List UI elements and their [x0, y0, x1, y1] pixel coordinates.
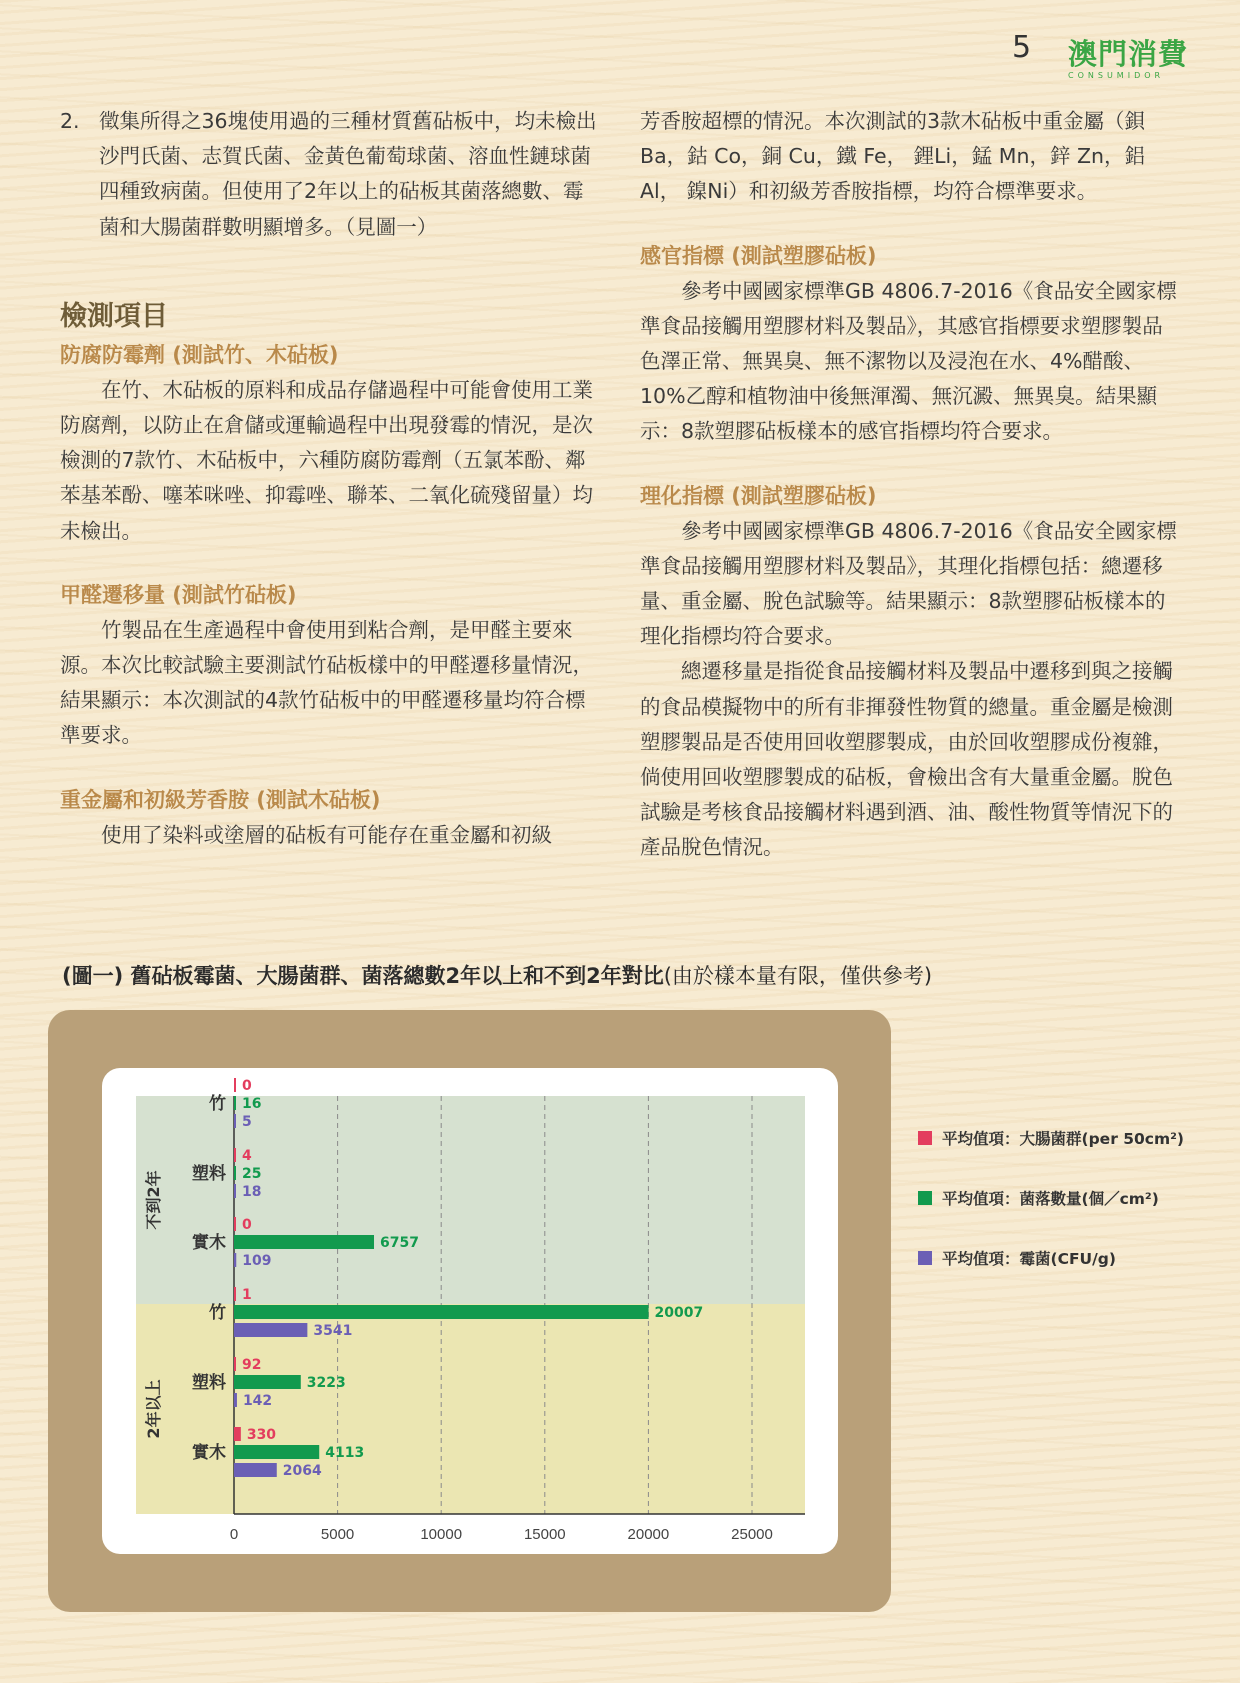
left-column	[60, 104, 600, 853]
legend-swatch-mold	[918, 1251, 932, 1265]
heavy-metal-text: 使用了染料或塗層的砧板有可能存在重金屬和初級	[101, 822, 552, 847]
chart-card	[102, 1068, 838, 1554]
x-tick-label: 20000	[627, 1526, 670, 1543]
data-label: 3223	[306, 1375, 346, 1391]
category-label: 竹	[209, 1303, 226, 1323]
legend-swatch-coliform	[918, 1131, 932, 1145]
data-label: 330	[246, 1427, 277, 1443]
figure-caption-note: (由於樣本量有限，僅供參考)	[663, 964, 933, 988]
figure-caption-bold: (圖一) 舊砧板霉菌、大腸菌群、菌落總數2年以上和不到2年對比	[62, 964, 664, 988]
legend-label-colony: 平均值項：菌落數量(個／cm²)	[942, 1190, 1159, 1208]
preservative-title: 防腐防霉劑 (測試竹、木砧板)	[60, 342, 339, 367]
legend-label-mold: 平均值項：霉菌(CFU/g)	[942, 1250, 1116, 1268]
bar	[234, 1357, 236, 1371]
bar	[234, 1463, 277, 1477]
data-label: 20007	[654, 1305, 704, 1321]
data-label: 18	[242, 1184, 262, 1200]
bar	[234, 1166, 236, 1180]
x-tick-label: 25000	[731, 1526, 773, 1543]
heavy-metal-title: 重金屬和初級芳香胺 (測試木砧板)	[60, 787, 381, 812]
legend-item-colony	[918, 1168, 1218, 1228]
category-label: 實木	[192, 1233, 226, 1253]
data-label: 0	[242, 1078, 252, 1094]
category-label: 實木	[192, 1443, 226, 1463]
x-tick-label: 15000	[523, 1526, 566, 1543]
x-tick-label: 5000	[320, 1526, 355, 1543]
legend-item-coliform	[918, 1108, 1218, 1168]
physchem-text-1: 參考中國國家標準GB 4806.7-2016《食品安全國家標準食品接觸用塑膠材料及製品》，其理化指標包括：總遷移量、重金屬、脫色試驗等。結果顯示：8款塑膠砧板樣本的理化指標均符合要求。	[640, 518, 1177, 649]
data-label: 109	[242, 1253, 272, 1269]
bar	[234, 1148, 236, 1162]
list-number: 2.	[60, 109, 80, 133]
group-label: 不到2年	[144, 1170, 163, 1230]
data-label: 92	[242, 1357, 262, 1373]
bar	[234, 1375, 301, 1389]
category-label: 塑料	[192, 1164, 226, 1184]
logo-subtext: CONSUMIDOR	[1068, 71, 1165, 80]
data-label: 5	[242, 1114, 252, 1130]
data-label: 25	[242, 1166, 262, 1182]
data-label: 2064	[282, 1463, 322, 1479]
list-item-text: 徵集所得之36塊使用過的三種材質舊砧板中，均未檢出沙門氏菌、志賀氏菌、金黃色葡萄球菌、溶血性鏈球菌四種致病菌。但使用了2年以上的砧板其菌落總數、霉菌和大腸菌群數明顯增多。（見圖一）	[99, 109, 597, 239]
section-title: 檢測項目	[60, 300, 168, 332]
x-tick-label: 10000	[420, 1526, 463, 1543]
group-label: 2年以上	[144, 1379, 163, 1439]
figure-caption	[62, 960, 1182, 992]
category-label: 塑料	[192, 1373, 226, 1393]
data-label: 142	[242, 1393, 273, 1409]
bar	[234, 1114, 236, 1128]
consumidor-logo	[1068, 32, 1188, 80]
bar-chart	[102, 1068, 838, 1554]
bar	[234, 1427, 241, 1441]
legend-item-mold	[918, 1228, 1218, 1288]
bar	[234, 1217, 236, 1231]
data-label: 1	[242, 1287, 252, 1303]
bar	[234, 1323, 307, 1337]
bar	[234, 1184, 236, 1198]
logo-text: 澳門消費	[1068, 37, 1189, 71]
data-label: 4113	[325, 1445, 365, 1461]
data-label: 16	[242, 1096, 262, 1112]
bar	[234, 1096, 236, 1110]
data-label: 6757	[380, 1235, 419, 1251]
formaldehyde-title: 甲醛遷移量 (測試竹砧板)	[60, 582, 297, 607]
group-band-under-2-years	[136, 1096, 805, 1304]
legend-swatch-colony	[918, 1191, 932, 1205]
physchem-title: 理化指標 (測試塑膠砧板)	[640, 483, 877, 508]
preservative-text: 在竹、木砧板的原料和成品存儲過程中可能會使用工業防腐劑，以防止在倉儲或運輸過程中出現發霉的情況，是次檢測的7款竹、木砧板中，六種防腐防霉劑（五氯苯酚、鄰苯基苯酚、噻苯咪唑、抑霉唑、聯苯、二氧化硫殘留量）均未檢出。	[60, 377, 593, 543]
data-label: 3541	[313, 1323, 353, 1339]
physchem-text-2: 總遷移量是指從食品接觸材料及製品中遷移到與之接觸的食品模擬物中的所有非揮發性物質的總量。重金屬是檢測塑膠製品是否使用回收塑膠製成，由於回收塑膠成份複雜，倘使用回收塑膠製成的砧板，會檢出含有大量重金屬。脫色試驗是考核食品接觸材料遇到酒、油、酸性物質等情況下的產品脫色情況。	[640, 659, 1173, 860]
legend-label-coliform: 平均值項：大腸菌群(per 50cm²)	[942, 1130, 1185, 1148]
data-label: 4	[242, 1148, 252, 1164]
right-column	[640, 104, 1180, 866]
bar	[234, 1393, 237, 1407]
sensory-text: 參考中國國家標準GB 4806.7-2016《食品安全國家標準食品接觸用塑膠材料及製品》，其感官指標要求塑膠製品色澤正常、無異臭、無不潔物以及浸泡在水、4%醋酸、10%乙醇和植物油中後無渾濁、無沉澱、無異臭。結果顯示：8款塑膠砧板樣本的感官指標均符合要求。	[640, 278, 1177, 444]
heavy-metal-continued-text: 芳香胺超標的情況。本次測試的3款木砧板中重金屬（鋇Ba，鈷 Co，銅 Cu，鐵 Fe， 鋰Li，錳 Mn，鋅 Zn，鋁 Al， 鎳Ni）和初級芳香胺指標，均符合標準要求。	[640, 109, 1146, 204]
bar	[234, 1235, 374, 1249]
list-item	[60, 104, 600, 245]
bar	[234, 1287, 236, 1301]
bar	[234, 1078, 236, 1092]
x-tick-label: 0	[229, 1526, 239, 1543]
bar	[234, 1445, 319, 1459]
chart-legend	[918, 1108, 1218, 1288]
page-number: 5	[1012, 30, 1032, 65]
category-label: 竹	[209, 1094, 226, 1114]
formaldehyde-text: 竹製品在生產過程中會使用到粘合劑，是甲醛主要來源。本次比較試驗主要測試竹砧板樣中的甲醛遷移量情況，結果顯示：本次測試的4款竹砧板中的甲醛遷移量均符合標準要求。	[60, 617, 593, 748]
sensory-title: 感官指標 (測試塑膠砧板)	[640, 243, 877, 268]
data-label: 0	[242, 1217, 252, 1233]
bar	[234, 1305, 649, 1319]
bar	[234, 1253, 236, 1267]
